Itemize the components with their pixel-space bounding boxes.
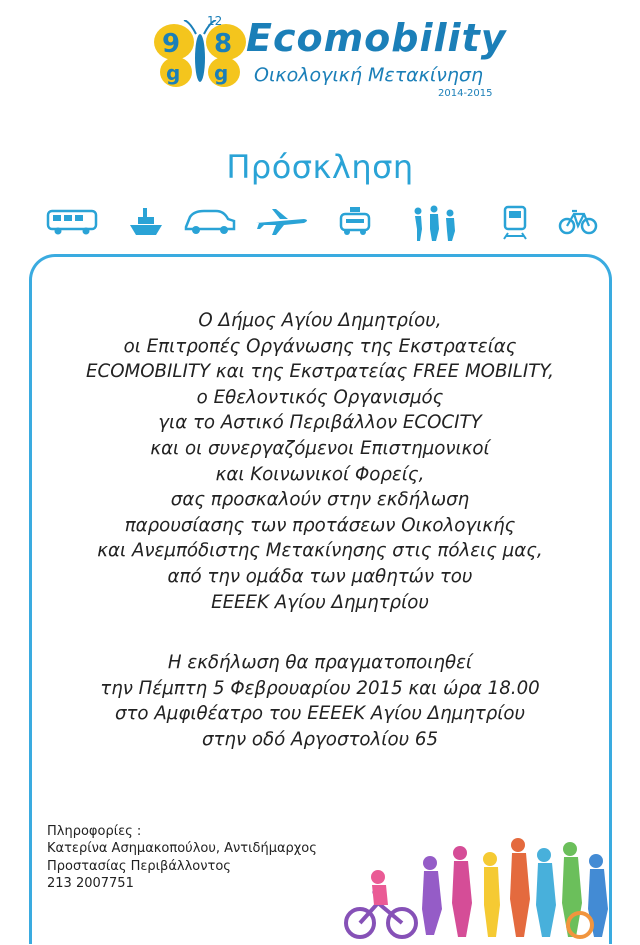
svg-text:9: 9 bbox=[162, 29, 181, 59]
invitation-line: οι Επιτροπές Οργάνωσης της Εκστρατείας bbox=[123, 335, 517, 357]
invitation-line: παρουσίασης των προτάσεων Οικολογικής bbox=[124, 514, 516, 536]
invitation-line: και Κοινωνικοί Φορείς, bbox=[215, 463, 425, 485]
logo-number: 12 bbox=[207, 14, 223, 28]
svg-text:8: 8 bbox=[214, 29, 233, 59]
invitation-line: ECOMOBILITY και της Εκστρατείας FREE MOBILITY, bbox=[86, 361, 554, 383]
event-line: Η εκδήλωση θα πραγματοποιηθεί bbox=[167, 652, 473, 673]
invitation-line: και οι συνεργαζόμενοι Επιστημονικοί bbox=[150, 437, 490, 459]
svg-text:g: g bbox=[214, 61, 229, 85]
ecomobility-logo bbox=[150, 12, 510, 102]
transport-icons-row bbox=[40, 205, 610, 245]
butterfly-logo-icon bbox=[150, 20, 250, 90]
invitation-line: ΕΕΕΕΚ Αγίου Δημητρίου bbox=[211, 591, 429, 613]
svg-text:g: g bbox=[166, 61, 181, 85]
car-icon bbox=[182, 205, 238, 237]
page-title: Πρόσκληση bbox=[226, 148, 414, 186]
invitation-line: ο Εθελοντικός Οργανισμός bbox=[196, 386, 444, 408]
info-department: Προστασίας Περιβάλλοντος bbox=[47, 858, 231, 874]
contact-info bbox=[47, 823, 317, 892]
invitation-line: και Ανεμπόδιστης Μετακίνησης στις πόλεις μας, bbox=[97, 540, 543, 562]
logo-subtitle: Οικολογική Μετακίνηση bbox=[254, 64, 484, 86]
invitation-line: για το Αστικό Περιβάλλον ECOCITY bbox=[158, 412, 482, 434]
invitation-body bbox=[30, 308, 610, 615]
ship-icon bbox=[128, 205, 164, 239]
logo-title: Ecomobility bbox=[246, 16, 507, 60]
bus-icon bbox=[46, 205, 98, 237]
info-contact-name: Κατερίνα Ασημακοπούλου, Αντιδήμαρχος bbox=[47, 841, 317, 857]
taxi-icon bbox=[338, 205, 372, 237]
tram-icon bbox=[500, 205, 530, 241]
info-label: Πληροφορίες : bbox=[47, 824, 142, 839]
event-details bbox=[30, 650, 610, 752]
event-line: στο Αμφιθέατρο του ΕΕΕΕΚ Αγίου Δημητρίου bbox=[114, 703, 526, 725]
people-illustration bbox=[330, 805, 630, 945]
event-line: την Πέμπτη 5 Φεβρουαρίου 2015 και ώρα 18.00 bbox=[100, 677, 540, 699]
invitation-line: σας προσκαλούν στην εκδήλωση bbox=[170, 489, 470, 511]
info-phone: 213 2007751 bbox=[47, 875, 134, 891]
event-line: στην οδό Αργοστολίου 65 bbox=[201, 728, 439, 750]
logo-years: 2014-2015 bbox=[438, 88, 493, 99]
invitation-line: από την ομάδα των μαθητών του bbox=[167, 565, 473, 587]
invitation-line: Ο Δήμος Αγίου Δημητρίου, bbox=[198, 310, 442, 331]
bicycle-icon bbox=[558, 205, 598, 237]
pedestrians-icon bbox=[408, 205, 462, 243]
airplane-icon bbox=[254, 205, 310, 237]
